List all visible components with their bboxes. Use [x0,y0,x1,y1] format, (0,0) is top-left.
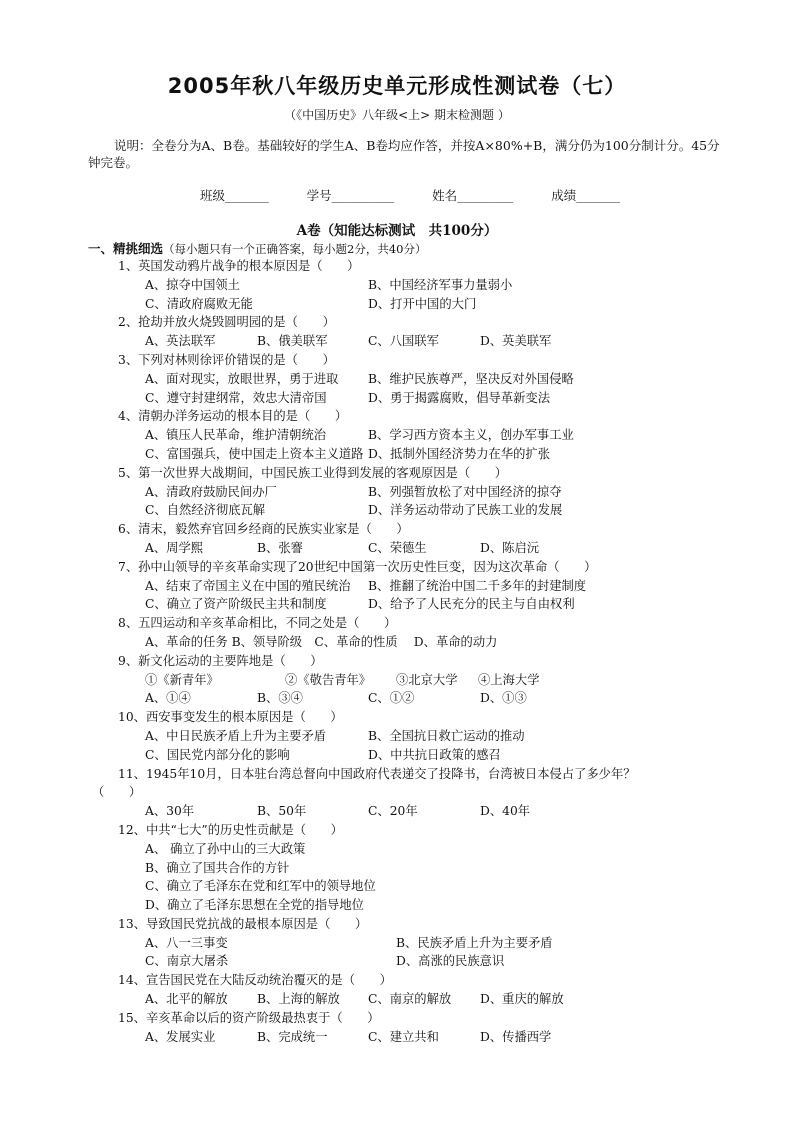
question-stem: 10、西安事变发生的根本原因是（ ） [118,710,343,725]
answer-option: B、维护民族尊严，坚决反对外国侵略 [368,371,574,386]
answer-option: C、自然经济彻底瓦解 [145,503,266,518]
answer-option: A、北平的解放 [145,992,228,1007]
answer-choice-item: ②《敬告青年》 [285,672,372,687]
answer-option: D、陈启沅 [480,540,540,555]
answer-option: C、荣德生 [368,540,427,555]
answer-option: D、给予了人民充分的民主与自由权利 [368,597,575,612]
answer-option: C、建立共和 [368,1029,439,1044]
answer-option: B、推翻了统治中国二千多年的封建制度 [368,578,587,593]
answer-option: B、50年 [257,804,307,819]
question-line [0,671,794,690]
answer-option: B、俄美联军 [257,334,328,349]
answer-option: B、张謇 [257,540,303,555]
answer-option: C、八国联军 [368,334,439,349]
question-line [0,840,794,859]
question-stem: 12、中共“七大”的历史性贡献是（ ） [118,822,343,837]
answer-option: D、抵制外国经济势力在华的扩张 [368,446,551,461]
question-stem: 11、1945年10月，日本驻台湾总督向中国政府代表递交了投降书，台湾被日本侵占了多少年？ [118,766,636,781]
answer-option: B、学习西方资本主义，创办军事工业 [368,428,574,443]
part-one-heading [88,239,426,257]
score-field: 成绩_______ [551,188,620,203]
section-a-title: A卷（知能达标测试 共100分） [296,223,498,239]
answer-option: B、完成统一 [257,1029,328,1044]
answer-option: D、①③ [480,691,527,706]
answer-option: B、确立了国共合作的方针 [145,860,290,875]
answer-option: A、 确立了孙中山的三大政策 [145,841,306,856]
answer-option: A、清政府鼓励民间办厂 [145,484,277,499]
answer-option: A、掠夺中国领土 [145,277,240,292]
answer-option: C、确立了资产阶级民主共和制度 [145,597,327,612]
answer-choice-item: ④上海大学 [478,672,540,687]
question-line [0,595,794,614]
question-line [0,859,794,878]
answer-option: C、国民党内部分化的影响 [145,747,290,762]
question-line [0,257,794,276]
part-one-label: 一、精挑细选 [88,241,164,256]
answer-option: A、八一三事变 [145,935,228,950]
question-line [0,1028,794,1047]
answer-choice-item: ①《新青年》 [145,672,219,687]
question-line [0,577,794,596]
question-stem: 13、导致国民党抗战的最根本原因是（ ） [118,916,368,931]
question-line [0,952,794,971]
answer-option: D、英美联军 [480,334,552,349]
question-line [0,915,794,934]
question-line [0,934,794,953]
answer-option: B、③④ [257,691,303,706]
question-stem: 6、清末，毅然弃官回乡经商的民族实业家是（ ） [118,522,409,537]
question-stem: 3、下列对林则徐评价错误的是（ ） [118,352,335,367]
question-stem: 4、清朝办洋务运动的根本目的是（ ） [118,409,348,424]
answer-option: D、重庆的解放 [480,992,564,1007]
answer-option: C、清政府腐败无能 [145,296,253,311]
question-stem: 14、宣告国民党在大陆反动统治覆灭的是（ ） [118,973,392,988]
answer-option: C、20年 [368,804,418,819]
question-line [0,539,794,558]
question-stem: 15、辛亥革命以后的资产阶级最热衷于（ ） [118,1010,380,1025]
question-line [0,520,794,539]
answer-option: B、民族矛盾上升为主要矛盾 [396,935,553,950]
question-line [0,877,794,896]
answer-option: A、发展实业 [145,1029,216,1044]
student-id-field: 学号__________ [306,188,395,203]
answer-option: D、勇于揭露腐败，倡导革新变法 [368,390,551,405]
question-line [0,614,794,633]
question-line [0,426,794,445]
answer-option: A、镇压人民革命，维护清朝统治 [145,428,327,443]
question-line [0,295,794,314]
question-line [0,708,794,727]
question-line [0,464,794,483]
answer-option: B、上海的解放 [257,992,340,1007]
question-line [0,558,794,577]
answer-option: A、周学熙 [145,540,204,555]
question-line [0,483,794,502]
answer-option: D、打开中国的大门 [368,296,477,311]
question-line [0,276,794,295]
part-one-hint: （每小题只有一个正确答案，每小题2分，共40分） [163,242,427,256]
question-stem: 5、第一次世界大战期间，中国民族工业得到发展的客观原因是（ ） [118,465,508,480]
answer-option: D、传播西学 [480,1029,552,1044]
answer-option: B、中国经济军事力量弱小 [368,277,513,292]
answer-option: A、30年 [145,804,195,819]
question-line [0,821,794,840]
question-line [0,633,794,652]
student-info-row [200,186,620,204]
question-line [0,971,794,990]
answer-option: C、确立了毛泽东在党和红军中的领导地位 [145,879,376,894]
answer-option: D、洋务运动带动了民族工业的发展 [368,503,563,518]
question-line [0,990,794,1009]
answer-option: A、中日民族矛盾上升为主要矛盾 [145,728,327,743]
question-line [0,896,794,915]
question-stem: 1、英国发动鸦片战争的根本原因是（ ） [118,259,360,273]
class-field: 班级_______ [200,188,269,203]
page-title: 2005年秋八年级历史单元形成性测试卷（七） [167,74,627,98]
answer-option: D、40年 [480,804,531,819]
question-line [0,501,794,520]
question-line [0,407,794,426]
answer-option: C、南京的解放 [368,992,452,1007]
answer-option: C、遵守封建纲常，效忠大清帝国 [145,390,327,405]
answer-option: B、全国抗日救亡运动的推动 [368,728,525,743]
question-line [0,332,794,351]
page-subtitle: （《中国历史》八年级<上> 期末检测题 ） [284,108,510,122]
question-line [0,783,794,802]
answer-option: C、①② [368,691,415,706]
answer-option: D、中共抗日政策的感召 [368,747,501,762]
question-line [0,765,794,784]
question-line [0,689,794,708]
question-line [0,351,794,370]
question-line [0,652,794,671]
question-stem: 2、抢劫并放火烧毁圆明园的是（ ） [118,315,335,330]
name-field: 姓名_________ [432,188,514,203]
question-list [0,257,794,1046]
question-line [0,746,794,765]
question-stem: 8、五四运动和辛亥革命相比，不同之处是（ ） [118,616,397,631]
question-stem: 7、孙中山领导的辛亥革命实现了20世纪中国第一次历史性巨变，因为这次革命（ ） [118,559,597,574]
question-line [0,445,794,464]
question-line [0,727,794,746]
answer-option: A、英法联军 [145,334,216,349]
question-line [0,370,794,389]
question-line [0,389,794,408]
answer-option: A、面对现实，放眼世界，勇于进取 [145,371,339,386]
question-stem-continued: （ ） [92,785,142,800]
answer-option: C、南京大屠杀 [145,954,229,969]
question-line [0,1009,794,1028]
answer-option: A、结束了帝国主义在中国的殖民统治 [145,578,351,593]
question-stem: 9、新文化运动的主要阵地是（ ） [118,653,323,668]
question-line [0,802,794,821]
answer-option: A、革命的任务 B、领导阶级 C、革命的性质 D、革命的动力 [145,634,498,649]
answer-option: B、列强暂放松了对中国经济的掠夺 [368,484,562,499]
exam-instructions: 说明：全卷分为A、B卷。基础较好的学生A、B卷均应作答，并按A×80%+B，满分仍为100分制计分。45分钟完卷。 [88,138,720,170]
question-line [0,313,794,332]
answer-choice-item: ③北京大学 [396,672,458,687]
answer-option: C、富国强兵，使中国走上资本主义道路 [145,446,364,461]
answer-option: D、确立了毛泽东思想在全党的指导地位 [145,898,364,913]
answer-option: D、高涨的民族意识 [396,954,505,969]
answer-option: A、①④ [145,691,191,706]
